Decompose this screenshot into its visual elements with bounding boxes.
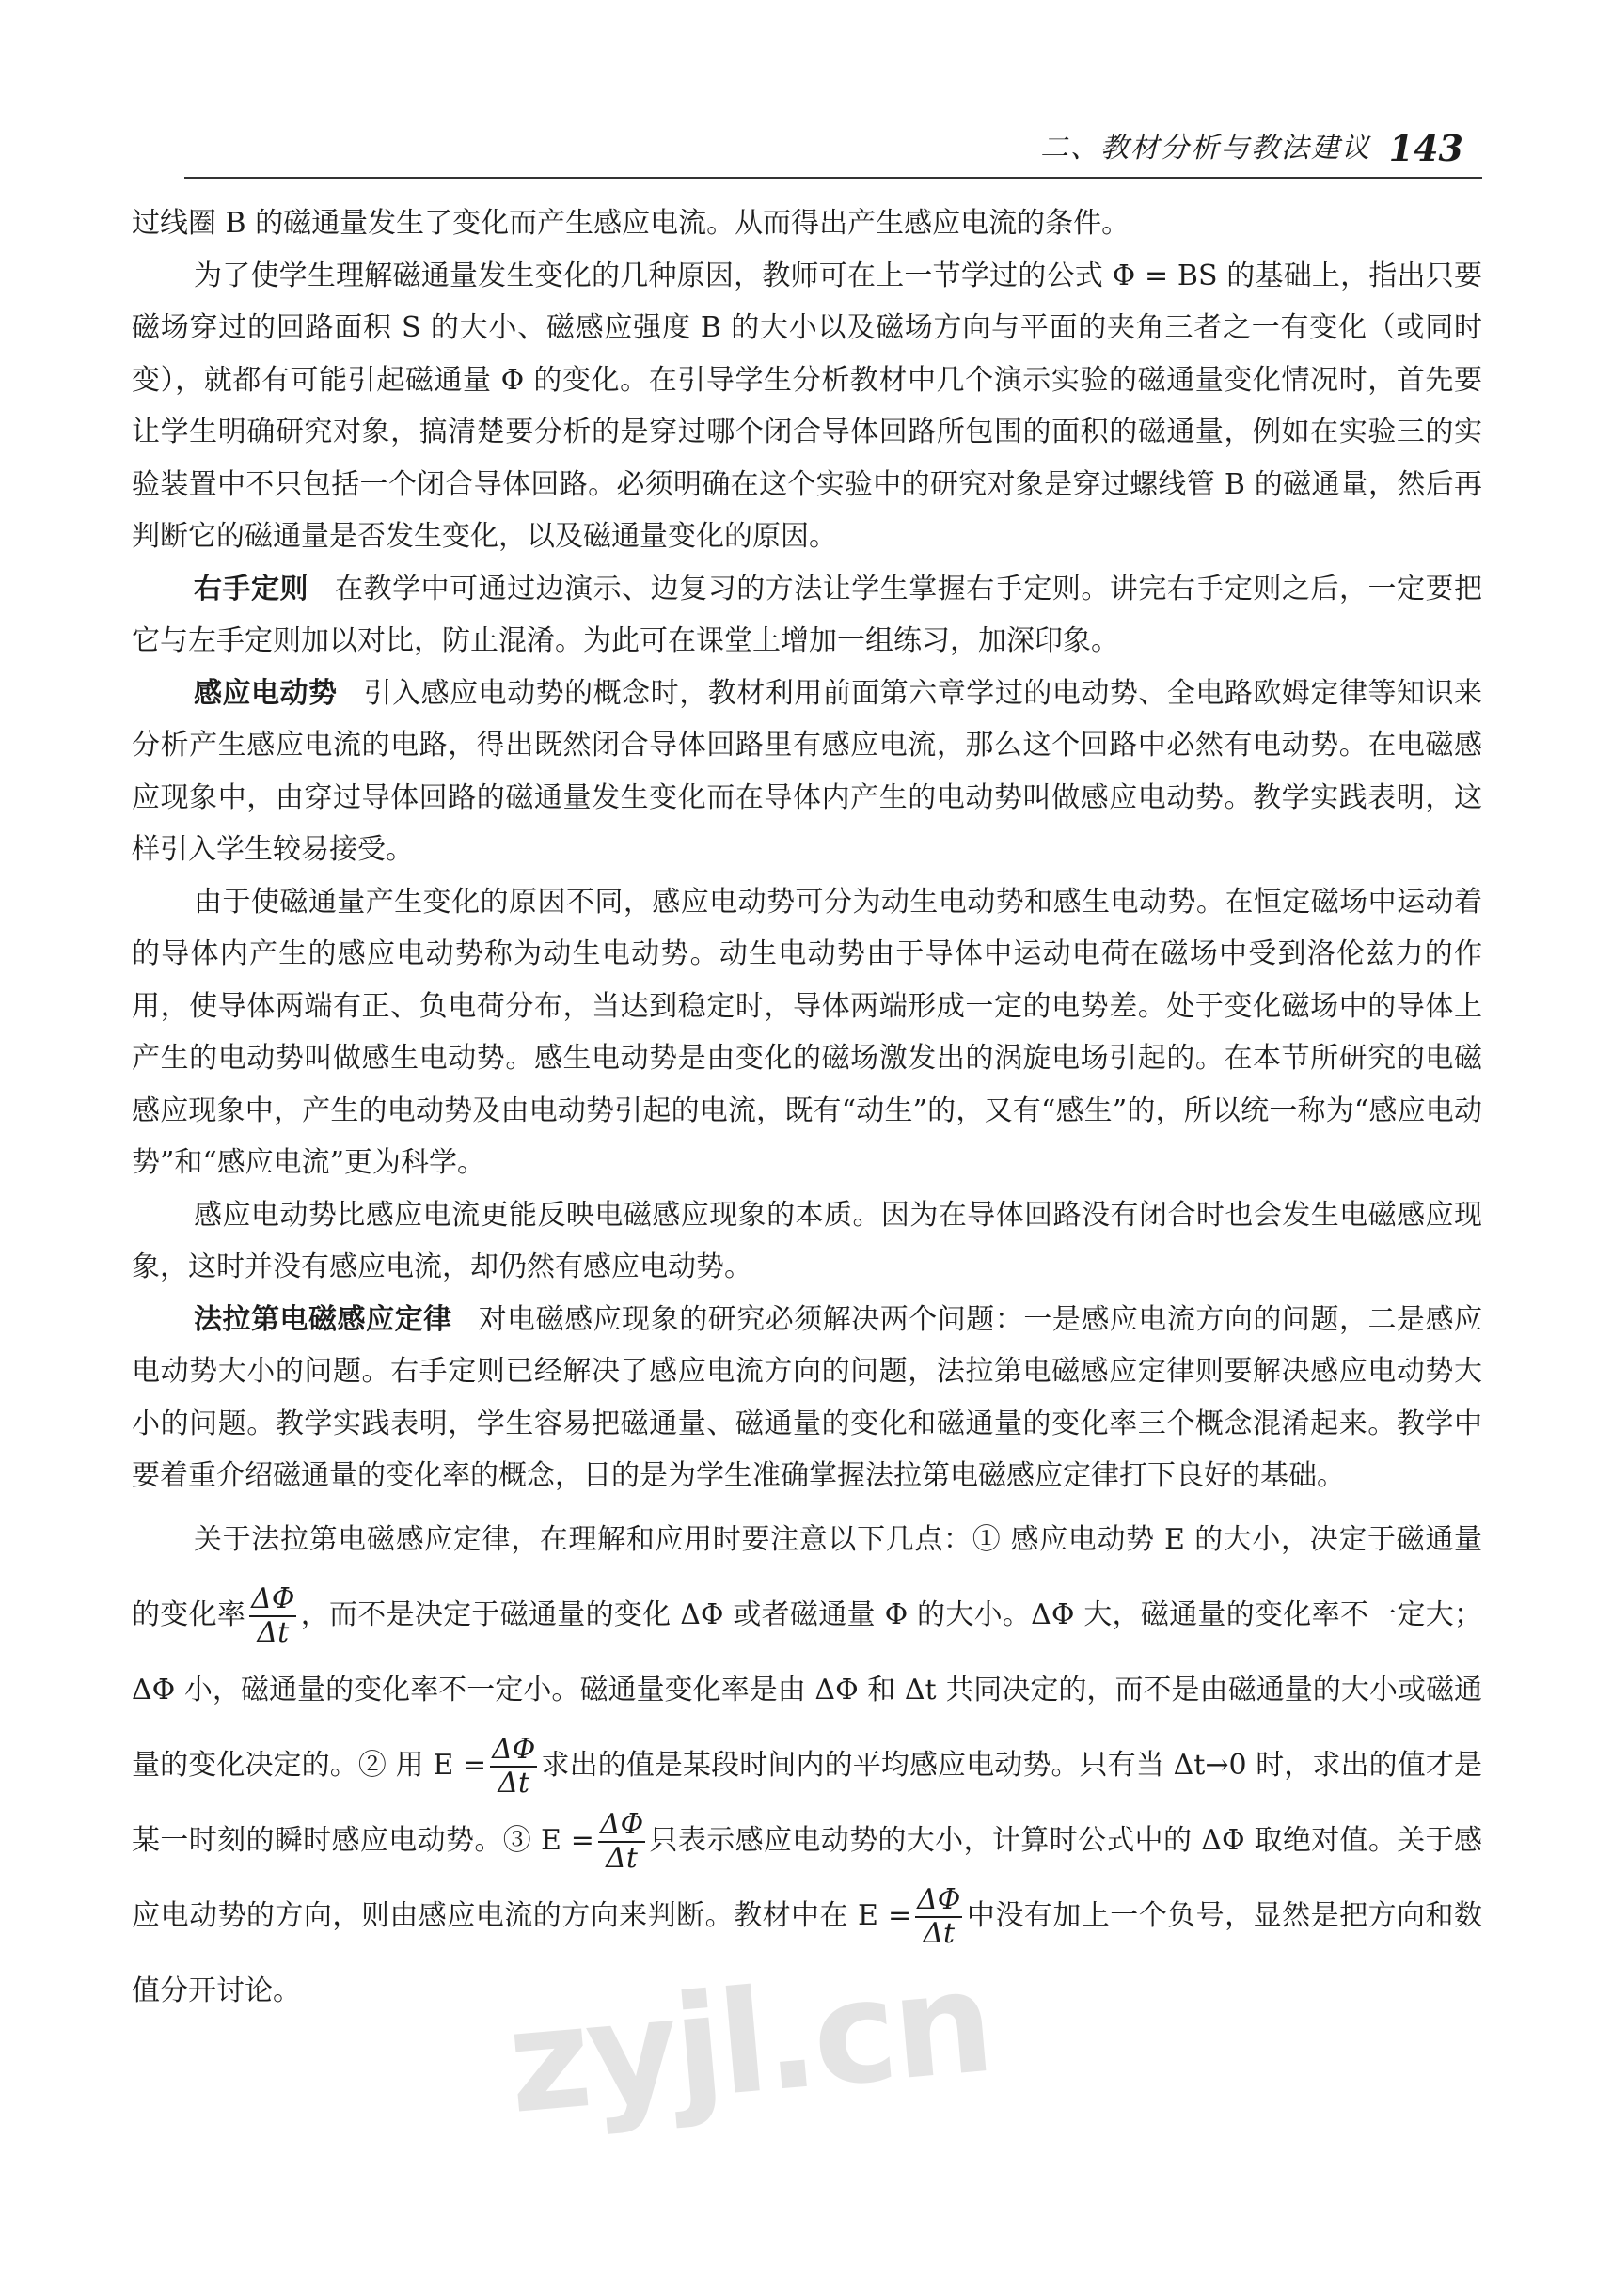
paragraph-8-part-c: 求出的值是某段时间内的平均感应电动势。只有当 Δt→0 时，求出的值才是某一时刻的瞬时感应电动势。③ E = (132, 1748, 1482, 1857)
paragraph-1: 过线圈 B 的磁通量发生了变化而产生感应电流。从而得出产生感应电流的条件。 (132, 207, 1130, 240)
fraction-denominator: Δt (498, 1766, 530, 1800)
fraction-denominator: Δt (257, 1615, 290, 1649)
paragraph-4 (132, 668, 1482, 876)
page-header (184, 120, 1482, 179)
fraction-3 (598, 1809, 645, 1875)
paragraph-6: 感应电动势比感应电流更能反映电磁感应现象的本质。因为在导体回路没有闭合时也会发生电磁感应现象，这时并没有感应电流，却仍然有感应电动势。 (132, 1198, 1482, 1283)
paragraph-8-part-a: 关于法拉第电磁感应定律，在理解和应用时要注意以下几点：① 感应电动势 E 的大小，决定于磁通量的变化率 (132, 1522, 1482, 1631)
fraction-numerator: ΔΦ (599, 1807, 644, 1841)
fraction-1 (249, 1583, 296, 1649)
paragraph-7-text: 对电磁感应现象的研究必须解决两个问题：一是感应电流方向的问题，二是感应电动势大小的问题。右手定则已经解决了感应电流方向的问题，法拉第电磁感应定律则要解决感应电动势大小的问题。教学实践表明，学生容易把磁通量、磁通量的变化和磁通量的变化率三个概念混淆起来。教学中要着重介绍磁通量的变化率的概念，目的是为学生准确掌握法拉第电磁感应定律打下良好的基础。 (132, 1302, 1483, 1492)
paragraph-5: 由于使磁通量产生变化的原因不同，感应电动势可分为动生电动势和感生电动势。在恒定磁场中运动着的导体内产生的感应电动势称为动生电动势。动生电动势由于导体中运动电荷在磁场中受到洛伦兹力的作用，使导体两端有正、负电荷分布，当达到稳定时，导体两端形成一定的电势差。处于变化磁场中的导体上产生的电动势叫做感生电动势。感生电动势是由变化的磁场激发出的涡旋电场引起的。在本节所研究的电磁感应现象中，产生的电动势及由电动势引起的电流，既有“动生”的，又有“感生”的，所以统一称为“感应电动势”和“感应电流”更为科学。 (132, 885, 1482, 1179)
page-number: 143 (1388, 127, 1463, 169)
term-faraday-law: 法拉第电磁感应定律 (194, 1302, 452, 1336)
paragraph-8 (132, 1502, 1482, 2029)
term-induced-emf: 感应电动势 (194, 676, 338, 710)
term-right-hand-rule: 右手定则 (194, 572, 309, 605)
fraction-denominator: Δt (606, 1841, 638, 1875)
paragraph-3 (132, 563, 1482, 668)
fraction-4 (915, 1884, 962, 1950)
fraction-2 (490, 1734, 537, 1800)
paragraph-8-part-e: 中没有加上一个负号，显然是把方向和数值分开讨论。 (132, 1898, 1483, 2007)
paragraph-3-text: 在教学中可通过边演示、边复习的方法让学生掌握右手定则。讲完右手定则之后，一定要把它与左手定则加以对比，防止混淆。为此可在课堂上增加一组练习，加深印象。 (132, 572, 1482, 657)
fraction-numerator: ΔΦ (917, 1882, 961, 1916)
paragraph-7 (132, 1294, 1482, 1502)
fraction-numerator: ΔΦ (251, 1581, 295, 1615)
fraction-denominator: Δt (923, 1916, 956, 1950)
paragraph-2: 为了使学生理解磁通量发生变化的几种原因，教师可在上一节学过的公式 Φ = BS 的基础上，指出只要磁场穿过的回路面积 S 的大小、磁感应强度 B 的大小以及磁场方向与平面的夹角三者之一有变化（或同时变），就都有可能引起磁通量 Φ 的变化。在引导学生分析教材中几个演示实验的磁通量变化情况时，首先要让学生明确研究对象，搞清楚要分析的是穿过哪个闭合导体回路所包围的面积的磁通量，例如在实验三的实验装置中不只包括一个闭合导体回路。必须明确在这个实验中的研究对象是穿过螺线管 B 的磁通量，然后再判断它的磁通量是否发生变化，以及磁通量变化的原因。 (132, 259, 1482, 553)
watermark: zyjl.cn (501, 1940, 997, 2147)
paragraph-4-text: 引入感应电动势的概念时，教材利用前面第六章学过的电动势、全电路欧姆定律等知识来分析产生感应电流的电路，得出既然闭合导体回路里有感应电流，那么这个回路中必然有电动势。在电磁感应现象中，由穿过导体回路的磁通量发生变化而在导体内产生的电动势叫做感应电动势。教学实践表明，这样引入学生较易接受。 (132, 676, 1483, 866)
fraction-numerator: ΔΦ (492, 1732, 536, 1766)
paragraph-8-part-d: 只表示感应电动势的大小，计算时公式中的 ΔΦ 取绝对值。关于感应电动势的方向，则由感应电流的方向来判断。教材中在 E = (132, 1823, 1482, 1932)
header-title: 二、教材分析与教法建议 (1040, 132, 1371, 165)
paragraph-8-part-b: ，而不是决定于磁通量的变化 ΔΦ 或者磁通量 Φ 的大小。ΔΦ 大，磁通量的变化率不一定大；ΔΦ 小，磁通量的变化率不一定小。磁通量变化率是由 ΔΦ 和 Δt 共同决定的，而不是由磁通量的大小或磁通量的变化决定的。② 用 E = (132, 1597, 1483, 1782)
page-body (132, 197, 1482, 2029)
